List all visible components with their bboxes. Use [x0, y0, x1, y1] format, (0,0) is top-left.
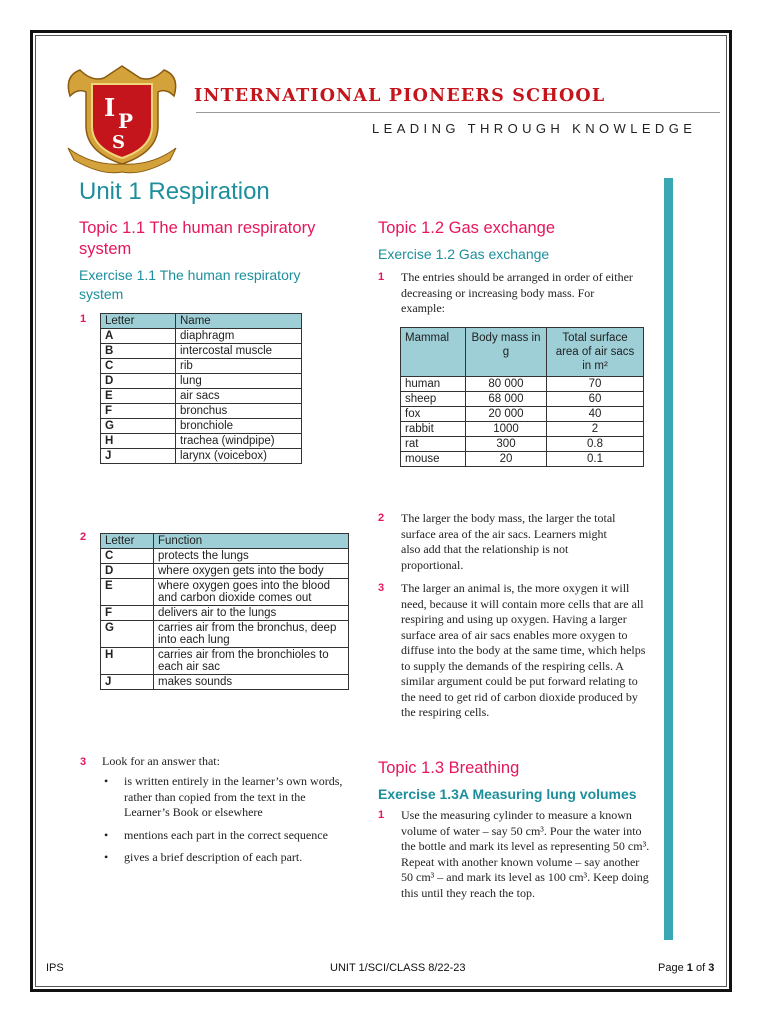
table-cell: B — [101, 344, 176, 359]
table-cell: trachea (windpipe) — [176, 434, 302, 449]
table-row — [101, 675, 349, 690]
list-item — [104, 850, 354, 866]
bullet-icon: • — [104, 827, 109, 842]
table-cell: makes sounds — [154, 675, 349, 690]
table-cell: 20 — [466, 452, 547, 467]
table-row — [401, 392, 644, 407]
table-row — [101, 359, 302, 374]
table-cell: E — [101, 389, 176, 404]
bullet-text: mentions each part in the correct sequence — [124, 827, 328, 842]
table-row — [101, 621, 349, 648]
q1b-text: Use the measuring cylinder to measure a known volume of water – say 50 cm³. Pour the water into the bottle and mark its level as representing 50 cm³. Repeat with another known volume – say another 50 cm³ – and mark its level as 100 cm³. Keep doing this until they reach the top. — [401, 808, 650, 900]
table-header — [547, 328, 644, 377]
table-cell: A — [101, 329, 176, 344]
exercise-1-1-line1: Exercise 1.1 The human respiratory — [79, 267, 301, 283]
exercise-1-1-heading — [79, 266, 301, 304]
table-row — [101, 648, 349, 675]
table-row — [401, 437, 644, 452]
svg-text:I: I — [104, 93, 116, 122]
table-row — [101, 344, 302, 359]
bullet-icon: • — [104, 774, 109, 788]
svg-text:P: P — [118, 109, 134, 133]
school-crest-logo — [62, 56, 182, 174]
topic-1-1-heading — [79, 218, 315, 260]
question-number: 2 — [80, 531, 87, 543]
footer-center: UNIT 1/SCI/CLASS 8/22-23 — [330, 962, 466, 974]
table-row — [401, 422, 644, 437]
question-number: 1 — [80, 313, 87, 325]
table-cell: F — [101, 606, 154, 621]
question-number: 3 — [378, 582, 385, 594]
header-rule — [196, 112, 720, 113]
table-cell: delivers air to the lungs — [154, 606, 349, 621]
topic-1-3-heading: Topic 1.3 Breathing — [378, 759, 520, 777]
table-row — [101, 419, 302, 434]
table-header: Function — [154, 534, 349, 549]
table-cell: 300 — [466, 437, 547, 452]
q3-text: The larger an animal is, the more oxygen it will need, because it will contain more cells that are all respiring and using up oxygen. Having a larger surface area of air sacs enables more oxygen to diffuse into the body at the same time, which helps to supply the demands of the respiring cells. A similar argument could be put forward relating to the need to get rid of carbon dioxide produced by the respiring cells. — [401, 581, 646, 719]
list-item — [104, 774, 354, 821]
table-header: Letter — [101, 534, 154, 549]
table-cell: G — [101, 419, 176, 434]
question-number: 1 — [378, 271, 385, 283]
table-cell: where oxygen goes into the blood and carbon dioxide comes out — [154, 579, 349, 606]
topic-1-1-line1: Topic 1.1 The human respiratory — [79, 219, 316, 237]
table-cell: rib — [176, 359, 302, 374]
table-cell: human — [401, 377, 466, 392]
table-cell: larynx (voicebox) — [176, 449, 302, 464]
table-row — [101, 329, 302, 344]
table-cell: H — [101, 434, 176, 449]
table-row — [401, 377, 644, 392]
side-accent-bar — [664, 178, 673, 940]
table-cell: C — [101, 359, 176, 374]
table-cell: carries air from the bronchioles to each air sac — [154, 648, 349, 675]
table-cell: carries air from the bronchus, deep into each lung — [154, 621, 349, 648]
table-cell: C — [101, 549, 154, 564]
exercise-1-1-line2: system — [79, 286, 124, 302]
table-cell: H — [101, 648, 154, 675]
table-header: Mammal — [401, 328, 466, 377]
school-motto: LEADING THROUGH KNOWLEDGE — [372, 121, 697, 136]
q3-bullet-list — [104, 774, 354, 873]
table-cell: 20 000 — [466, 407, 547, 422]
table-cell: 2 — [547, 422, 644, 437]
table-cell: J — [101, 449, 176, 464]
table-cell: bronchus — [176, 404, 302, 419]
mammal-table — [400, 327, 644, 467]
table-cell: 68 000 — [466, 392, 547, 407]
table-row — [101, 374, 302, 389]
table-cell: 40 — [547, 407, 644, 422]
table-cell: diaphragm — [176, 329, 302, 344]
table-row — [101, 434, 302, 449]
school-name: INTERNATIONAL PIONEERS SCHOOL — [194, 86, 606, 106]
table-cell: mouse — [401, 452, 466, 467]
table-cell: E — [101, 579, 154, 606]
footer-left: IPS — [46, 962, 64, 974]
table-cell: 60 — [547, 392, 644, 407]
table-cell: D — [101, 564, 154, 579]
table-cell: F — [101, 404, 176, 419]
page-number: 1 — [686, 962, 693, 974]
table-row — [401, 452, 644, 467]
table-row — [101, 389, 302, 404]
table-cell: 0.1 — [547, 452, 644, 467]
table-row — [101, 579, 349, 606]
of-word: of — [695, 962, 706, 974]
table-cell: where oxygen gets into the body — [154, 564, 349, 579]
table-cell: intercostal muscle — [176, 344, 302, 359]
list-item — [104, 827, 354, 844]
table-cell: protects the lungs — [154, 549, 349, 564]
page-indicator — [658, 962, 714, 974]
page-word: Page — [658, 962, 684, 974]
question-number: 3 — [80, 756, 87, 768]
table-row — [101, 564, 349, 579]
table-cell: 1000 — [466, 422, 547, 437]
table-cell: rabbit — [401, 422, 466, 437]
bullet-icon: • — [104, 850, 109, 864]
topic-1-2-heading: Topic 1.2 Gas exchange — [378, 219, 556, 237]
unit-title: Unit 1 Respiration — [79, 178, 270, 205]
table-row — [101, 404, 302, 419]
q2-text: The larger the body mass, the larger the total surface area of the air sacs. Learners might also add that the relationship is not proportional. — [401, 511, 616, 572]
table-cell: D — [101, 374, 176, 389]
table-cell: G — [101, 621, 154, 648]
letter-name-table — [100, 313, 302, 464]
page-total: 3 — [708, 962, 715, 974]
table-cell: air sacs — [176, 389, 302, 404]
table-row — [101, 606, 349, 621]
q1-text: The entries should be arranged in order of either decreasing or increasing body mass. For example: — [401, 270, 633, 315]
table-cell: fox — [401, 407, 466, 422]
table-cell: J — [101, 675, 154, 690]
svg-text:S: S — [112, 132, 125, 153]
table-cell: lung — [176, 374, 302, 389]
question-number: 1 — [378, 809, 385, 821]
letter-function-table — [100, 533, 349, 690]
bullet-text: gives a brief description of each part. — [124, 850, 303, 864]
exercise-1-3a-heading: Exercise 1.3A Measuring lung volumes — [378, 786, 637, 802]
table-row — [101, 549, 349, 564]
table-cell: 80 000 — [466, 377, 547, 392]
table-header-text: Total surface area of air sacs in m² — [555, 332, 635, 372]
table-row — [101, 449, 302, 464]
topic-1-1-line2: system — [79, 240, 132, 258]
table-cell: sheep — [401, 392, 466, 407]
q3-intro: Look for an answer that: — [102, 754, 220, 768]
table-header: Body mass in g — [466, 328, 547, 377]
question-number: 2 — [378, 512, 385, 524]
bullet-text: is written entirely in the learner’s own words, rather than copied from the text in the Learner’s Book or elsewhere — [124, 774, 343, 819]
table-header: Letter — [101, 314, 176, 329]
exercise-1-2-heading: Exercise 1.2 Gas exchange — [378, 246, 550, 262]
table-cell: bronchiole — [176, 419, 302, 434]
table-cell: 0.8 — [547, 437, 644, 452]
table-row — [401, 407, 644, 422]
table-header: Name — [176, 314, 302, 329]
table-cell: rat — [401, 437, 466, 452]
table-cell: 70 — [547, 377, 644, 392]
